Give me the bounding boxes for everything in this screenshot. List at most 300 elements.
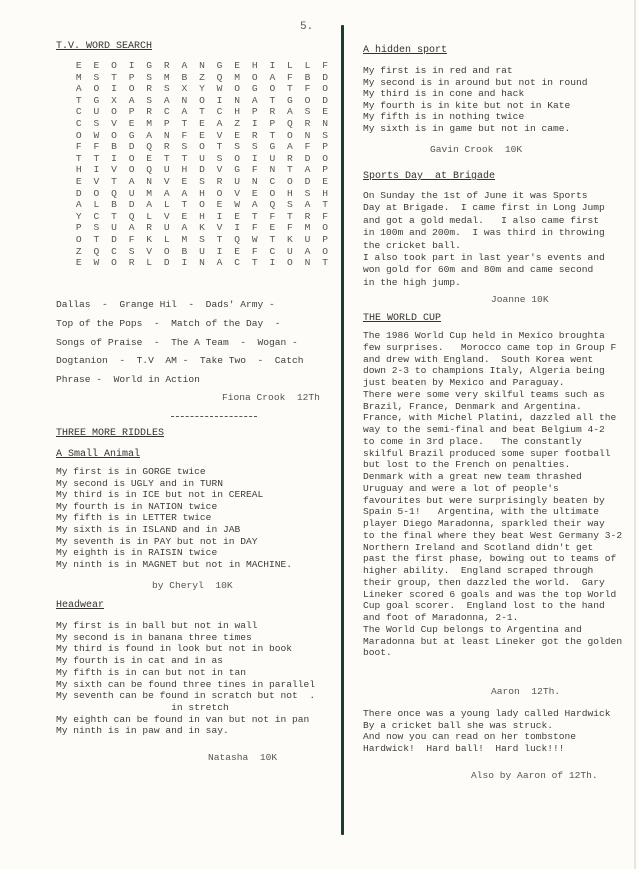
article-line: and foot of Maradonna, 2-1.	[363, 612, 519, 623]
grid-letter: F	[304, 83, 311, 95]
sports-day-title: Sports Day at Brigade	[363, 171, 496, 182]
article-line: Cup goal scorer. England lost to the hand	[363, 600, 605, 612]
grid-letter: A	[181, 222, 188, 234]
grid-letter: Q	[93, 245, 100, 257]
headwear-title: Headwear	[56, 600, 105, 611]
grid-letter: O	[234, 152, 241, 164]
grid-letter: O	[199, 199, 205, 211]
grid-letter: G	[146, 60, 153, 71]
grid-letter: O	[269, 83, 276, 95]
grid-letter: B	[181, 71, 188, 83]
grid-letter: S	[304, 106, 311, 118]
grid-letter: V	[93, 175, 100, 187]
grid-letter: X	[111, 94, 117, 106]
grid-letter: K	[146, 233, 153, 245]
grid-letter: M	[163, 71, 170, 83]
small-animal-title: A Small Animal	[56, 449, 141, 460]
grid-letter: S	[199, 175, 205, 187]
grid-letter: U	[269, 152, 276, 164]
grid-letter: Q	[287, 117, 293, 129]
grid-letter: S	[199, 233, 205, 245]
grid-letter: N	[181, 94, 188, 106]
grid-letter: U	[128, 187, 135, 199]
grid-letter: A	[75, 83, 82, 95]
grid-letter: E	[269, 222, 276, 234]
grid-letter: E	[75, 60, 82, 71]
grid-letter: C	[269, 175, 276, 187]
grid-letter: S	[251, 141, 258, 153]
grid-letter: T	[199, 106, 205, 118]
grid-letter: Q	[128, 210, 135, 222]
world-cup-title: THE WORLD CUP	[363, 313, 442, 324]
grid-letter: A	[75, 199, 82, 211]
riddle-line: My fourth is in kite but not in Kate	[363, 99, 571, 111]
riddle-line: My fifth is in can but not in tan	[56, 666, 246, 678]
grid-letter: F	[322, 60, 328, 71]
grid-letter: K	[199, 222, 205, 234]
riddle-line: My fifth is in nothing twice	[363, 111, 525, 123]
grid-letter: H	[181, 164, 188, 176]
grid-letter: F	[322, 210, 328, 222]
grid-letter: O	[128, 152, 135, 164]
riddle-line: My sixth is in ISLAND and in JAB	[56, 523, 241, 535]
grid-letter: W	[93, 129, 100, 141]
grid-letter: O	[75, 129, 82, 141]
grid-letter: H	[251, 60, 258, 71]
sports-day-author: Joanne 10K	[491, 294, 549, 305]
grid-letter: R	[216, 175, 223, 187]
grid-letter: C	[93, 210, 100, 222]
grid-letter: L	[163, 233, 170, 245]
article-line: but lost to the French on penalties.	[363, 459, 571, 471]
grid-letter: N	[251, 175, 258, 187]
grid-letter: O	[111, 257, 117, 269]
grid-letter: G	[93, 94, 100, 106]
grid-letter: W	[216, 83, 223, 95]
grid-letter: A	[251, 94, 258, 106]
grid-row	[70, 211, 334, 223]
grid-row	[70, 72, 334, 84]
grid-letter: I	[181, 257, 188, 269]
riddle-line: My ninth is in paw and in say.	[56, 725, 229, 737]
grid-letter: O	[93, 83, 100, 95]
article-line: higher ability. England scraped through	[363, 565, 594, 576]
hidden-sport-riddle	[363, 65, 588, 135]
grid-letter: U	[163, 222, 170, 234]
grid-letter: E	[216, 199, 223, 211]
word-list-line: Songs of Praise - The A Team - Wogan -	[56, 336, 298, 348]
grid-letter: E	[75, 175, 82, 187]
grid-letter: S	[287, 199, 293, 211]
grid-letter: R	[146, 83, 153, 95]
grid-letter: U	[163, 164, 170, 176]
grid-letter: E	[146, 152, 153, 164]
grid-letter: C	[111, 245, 117, 257]
grid-letter: P	[75, 222, 82, 234]
riddle-line: My fourth is in NATION twice	[56, 500, 218, 512]
grid-row	[70, 222, 334, 234]
grid-letter: A	[146, 199, 153, 211]
grid-letter: D	[199, 164, 205, 176]
grid-letter: N	[163, 129, 170, 141]
hidden-sport-author: Gavin Crook 10K	[430, 144, 523, 155]
grid-letter: O	[111, 129, 117, 141]
grid-letter: V	[234, 187, 241, 199]
article-line: Denmark with a great new team thrashed	[363, 471, 582, 482]
word-search-grid	[70, 60, 334, 269]
grid-letter: S	[93, 71, 100, 83]
article-line: to the final where they beat West Germany 3-2	[363, 529, 623, 541]
grid-letter: O	[251, 71, 258, 83]
riddle-line: My first is in GORGE twice	[56, 466, 206, 477]
grid-letter: P	[322, 141, 328, 153]
grid-letter: T	[111, 71, 117, 83]
article-line: boot.	[363, 647, 392, 659]
grid-letter: O	[128, 83, 135, 95]
grid-letter: Q	[146, 164, 153, 176]
grid-letter: D	[304, 152, 311, 164]
grid-letter: P	[128, 106, 135, 118]
grid-letter: Q	[216, 71, 223, 83]
grid-letter: G	[269, 141, 276, 153]
word-list-line: Phrase - World in Action	[56, 374, 200, 386]
article-line: the cricket ball.	[363, 239, 461, 251]
grid-letter: B	[111, 199, 117, 211]
grid-letter: O	[128, 164, 135, 176]
word-list-line: Dallas - Grange Hil - Dads' Army -	[56, 299, 275, 310]
grid-letter: B	[111, 141, 117, 153]
grid-letter: A	[269, 71, 276, 83]
grid-letter: N	[322, 117, 328, 129]
riddle-line: My first is in red and rat	[363, 65, 513, 76]
grid-letter: F	[287, 71, 293, 83]
grid-letter: O	[287, 257, 293, 269]
grid-letter: A	[128, 175, 135, 187]
sports-day-article	[363, 190, 605, 289]
grid-letter: Q	[146, 141, 153, 153]
word-list-line: Dogtanion - T.V AM - Take Two - Catch	[56, 355, 304, 367]
grid-letter: R	[251, 129, 258, 141]
grid-letter: C	[269, 245, 276, 257]
grid-letter: O	[163, 245, 170, 257]
grid-letter: R	[304, 117, 311, 129]
grid-letter: O	[234, 83, 241, 95]
grid-letter: H	[75, 164, 82, 176]
grid-letter: G	[216, 60, 223, 71]
grid-letter: P	[322, 164, 328, 176]
article-line: in the high jump.	[363, 276, 461, 288]
grid-letter: A	[287, 106, 293, 118]
grid-letter: T	[216, 233, 223, 245]
grid-letter: T	[93, 233, 100, 245]
article-line: There were some very skilful teams such as	[363, 388, 605, 400]
grid-letter: I	[128, 60, 135, 71]
grid-letter: S	[163, 83, 170, 95]
article-line: The World Cup belongs to Argentina and	[363, 623, 582, 635]
grid-letter: N	[199, 60, 205, 71]
article-line: Lineker scored 6 goals and was the top World	[363, 588, 617, 600]
grid-letter: E	[234, 210, 241, 222]
small-animal-author: by Cheryl 10K	[152, 580, 233, 591]
word-search-author: Fiona Crook 12Th	[222, 392, 320, 403]
grid-letter: E	[181, 210, 188, 222]
grid-letter: A	[287, 141, 293, 153]
grid-letter: C	[75, 117, 82, 129]
riddle-line: My fourth is in cat and in as	[56, 655, 223, 667]
grid-letter: C	[234, 257, 241, 269]
grid-letter: A	[304, 245, 311, 257]
grid-letter: G	[128, 129, 135, 141]
grid-letter: T	[75, 94, 82, 106]
grid-letter: L	[146, 210, 153, 222]
grid-letter: H	[234, 106, 241, 118]
grid-row	[70, 83, 334, 95]
grid-letter: E	[322, 175, 328, 187]
grid-letter: A	[251, 199, 258, 211]
article-line: Northern Ireland and Scotland didn't get	[363, 541, 594, 553]
article-line: way to the semi-final and beat Belgium 4-2	[363, 424, 605, 435]
grid-letter: V	[146, 245, 153, 257]
grid-letter: F	[304, 141, 311, 153]
word-search-title: T.V. WORD SEARCH	[56, 41, 153, 52]
grid-letter: O	[199, 94, 205, 106]
grid-letter: I	[216, 210, 223, 222]
grid-letter: A	[216, 257, 223, 269]
grid-letter: I	[93, 164, 100, 176]
grid-row	[70, 95, 334, 107]
grid-letter: O	[199, 141, 205, 153]
grid-letter: S	[93, 117, 100, 129]
word-list-line: Top of the Pops - Match of the Day -	[56, 317, 281, 329]
grid-letter: B	[304, 71, 311, 83]
grid-letter: O	[269, 187, 276, 199]
grid-letter: N	[146, 175, 153, 187]
grid-letter: T	[251, 210, 258, 222]
grid-letter: D	[163, 257, 170, 269]
world-cup-author: Aaron 12Th.	[491, 686, 561, 697]
grid-letter: I	[111, 152, 117, 164]
riddle-line: My second is in around but not in round	[363, 76, 588, 88]
grid-letter: E	[234, 129, 241, 141]
grid-letter: D	[304, 175, 311, 187]
grid-letter: V	[163, 210, 170, 222]
riddle-line: My third is in cone and hack	[363, 88, 525, 100]
article-line: France, with Michel Platini, dazzled all the	[363, 412, 617, 424]
grid-letter: D	[75, 187, 82, 199]
grid-letter: E	[251, 187, 258, 199]
article-line: player Diego Maradonna, sparkled their way	[363, 518, 605, 529]
grid-letter: S	[216, 152, 223, 164]
article-line: Day at Brigade. I came first in Long Jump	[363, 202, 605, 214]
grid-letter: G	[251, 83, 258, 95]
grid-letter: M	[75, 71, 82, 83]
grid-row	[70, 188, 334, 200]
grid-letter: A	[216, 117, 223, 129]
riddle-line: My second is in banana three times	[56, 631, 252, 643]
grid-letter: G	[287, 94, 293, 106]
grid-letter: F	[287, 222, 293, 234]
riddle-line: My first is in ball but not in wall	[56, 620, 258, 631]
grid-letter: Y	[75, 210, 82, 222]
article-line: past the first phase, bowing out to teams of	[363, 553, 617, 565]
grid-letter: O	[322, 152, 328, 164]
limerick-line: And now you can read on her tombstone	[363, 731, 577, 743]
article-line: favourites but were surprisingly beaten by	[363, 494, 605, 506]
grid-row	[70, 246, 334, 258]
grid-letter: U	[287, 245, 293, 257]
grid-letter: T	[269, 94, 276, 106]
grid-letter: C	[216, 106, 223, 118]
article-line: The 1986 World Cup held in Mexico broughta	[363, 330, 605, 341]
riddle-line: in stretch	[56, 701, 229, 713]
grid-letter: E	[128, 117, 135, 129]
grid-letter: O	[111, 106, 117, 118]
grid-letter: E	[234, 60, 241, 71]
headwear-author: Natasha 10K	[208, 752, 278, 763]
grid-letter: F	[251, 245, 258, 257]
grid-letter: L	[304, 60, 311, 71]
grid-letter: I	[111, 83, 117, 95]
grid-row	[70, 118, 334, 130]
grid-letter: A	[181, 187, 188, 199]
grid-letter: F	[269, 210, 276, 222]
grid-letter: A	[181, 60, 188, 71]
grid-row	[70, 199, 334, 211]
grid-letter: R	[163, 141, 170, 153]
grid-letter: N	[269, 164, 276, 176]
grid-letter: T	[322, 199, 328, 211]
grid-letter: D	[322, 71, 328, 83]
grid-letter: I	[216, 245, 223, 257]
grid-row	[70, 257, 334, 269]
grid-letter: V	[216, 129, 223, 141]
grid-letter: I	[234, 222, 241, 234]
grid-letter: T	[93, 152, 100, 164]
grid-letter: Z	[199, 71, 205, 83]
grid-letter: S	[234, 141, 241, 153]
grid-letter: U	[199, 245, 205, 257]
grid-letter: A	[146, 129, 153, 141]
grid-letter: O	[304, 94, 311, 106]
grid-letter: E	[75, 257, 82, 269]
grid-letter: S	[146, 71, 153, 83]
grid-letter: A	[304, 199, 311, 211]
grid-letter: M	[234, 71, 241, 83]
grid-letter: T	[181, 199, 188, 211]
hidden-sport-title: A hidden sport	[363, 45, 448, 56]
grid-letter: R	[128, 257, 135, 269]
grid-letter: E	[181, 175, 188, 187]
grid-letter: N	[199, 257, 205, 269]
section-separator	[171, 416, 257, 417]
limerick-author: Also by Aaron of 12Th.	[471, 770, 598, 781]
grid-letter: Q	[269, 199, 276, 211]
grid-letter: E	[322, 106, 328, 118]
grid-letter: T	[251, 257, 258, 269]
article-line: few surprises. Morocco came top in Group F	[363, 341, 617, 353]
grid-letter: Z	[234, 117, 241, 129]
riddle-line: My seventh can be found in scratch but not .	[56, 690, 316, 702]
grid-letter: U	[234, 175, 241, 187]
riddle-line: My third is found in look but not in book	[56, 643, 293, 655]
article-line: just beaten by Mexico and Paraguay.	[363, 377, 565, 388]
grid-letter: F	[181, 129, 188, 141]
grid-letter: F	[251, 164, 258, 176]
grid-letter: A	[163, 187, 170, 199]
grid-letter: A	[304, 164, 311, 176]
grid-letter: P	[251, 106, 258, 118]
headwear-riddle	[56, 620, 315, 737]
grid-letter: R	[146, 222, 153, 234]
grid-letter: A	[163, 94, 170, 106]
grid-letter: I	[251, 152, 258, 164]
grid-letter: O	[75, 233, 82, 245]
limerick	[363, 708, 611, 755]
grid-letter: S	[146, 94, 153, 106]
grid-letter: V	[216, 222, 223, 234]
grid-letter: D	[111, 233, 117, 245]
grid-row	[70, 141, 334, 153]
article-line: Uruguay and were a lot of people's	[363, 482, 559, 494]
grid-letter: M	[146, 187, 153, 199]
limerick-line: By a cricket ball she was struck.	[363, 719, 553, 731]
riddles-title: THREE MORE RIDDLES	[56, 428, 165, 439]
grid-letter: S	[128, 245, 135, 257]
grid-letter: N	[304, 129, 311, 141]
grid-letter: S	[181, 141, 188, 153]
grid-letter: E	[199, 129, 205, 141]
article-line: Spain 5-1! Argentina, with the ultimate	[363, 506, 600, 518]
small-animal-riddle	[56, 466, 292, 570]
grid-letter: T	[287, 164, 293, 176]
article-line: skilful Brazil produced some super football	[363, 447, 611, 459]
grid-letter: F	[93, 141, 100, 153]
grid-letter: T	[181, 117, 188, 129]
article-line: On Sunday the 1st of June it was Sports	[363, 190, 588, 201]
column-divider	[341, 25, 344, 835]
world-cup-article	[363, 330, 622, 659]
riddle-line: My second is UGLY and in TURN	[56, 477, 223, 489]
grid-letter: F	[251, 222, 258, 234]
grid-row	[70, 234, 334, 246]
riddle-line: My seventh is in PAY but not in DAY	[56, 535, 258, 547]
grid-letter: R	[304, 210, 311, 222]
grid-letter: M	[304, 222, 311, 234]
grid-letter: T	[163, 152, 170, 164]
grid-letter: R	[163, 60, 170, 71]
grid-letter: T	[216, 141, 223, 153]
grid-letter: L	[163, 199, 170, 211]
riddle-line: My ninth is in MAGNET but not in MACHINE.	[56, 558, 293, 570]
grid-letter: E	[234, 245, 241, 257]
grid-letter: D	[128, 199, 135, 211]
grid-letter: H	[322, 187, 328, 199]
grid-letter: M	[181, 233, 188, 245]
grid-letter: B	[181, 245, 188, 257]
grid-letter: N	[234, 94, 241, 106]
article-line: to come in 3rd place. The constantly	[363, 435, 582, 447]
grid-row	[70, 164, 334, 176]
grid-letter: T	[181, 152, 188, 164]
grid-letter: T	[322, 257, 328, 269]
riddle-line: My eighth can be found in van but not in pan	[56, 713, 310, 725]
grid-letter: G	[234, 164, 241, 176]
grid-letter: H	[199, 210, 205, 222]
grid-letter: H	[287, 187, 293, 199]
grid-letter: T	[111, 175, 117, 187]
grid-letter: V	[216, 164, 223, 176]
grid-letter: Q	[234, 233, 241, 245]
